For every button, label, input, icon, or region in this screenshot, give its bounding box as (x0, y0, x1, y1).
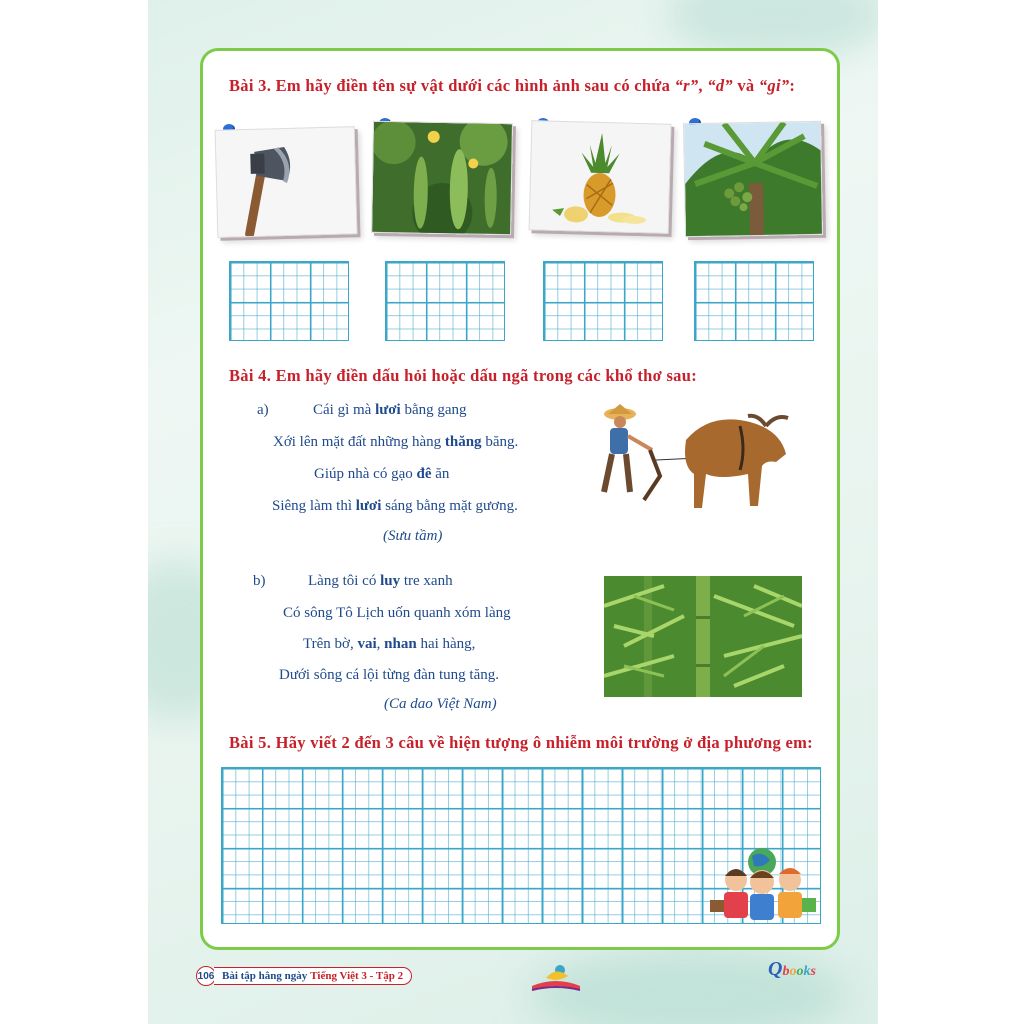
pineapple-image (529, 120, 672, 234)
bai3-text: Em hãy điền tên sự vật dưới các hình ảnh sau có chứa (271, 76, 675, 95)
poem-a-line-2: Xới lên mặt đất những hàng thăng băng. (273, 434, 519, 450)
luffa-image (371, 121, 513, 235)
poem-b-line-1: Làng tôi có luy tre xanh (308, 573, 453, 589)
farmer-buffalo-illustration (590, 400, 800, 518)
fill-word[interactable]: lươi (355, 498, 382, 514)
coconut-tree-image (683, 121, 823, 237)
book-title: Bài tập hằng ngày Tiếng Việt 3 - Tập 2 (214, 967, 412, 985)
poem-b-line-2: Có sông Tô Lịch uốn quanh xóm làng (283, 605, 511, 621)
poem-a-source: (Sưu tầm) (383, 528, 443, 544)
poem-a-line-1: Cái gì mà lươi bằng gang (313, 402, 467, 418)
answer-grid-3[interactable] (543, 261, 663, 341)
bai3-heading: Bài 3. Em hãy điền tên sự vật dưới các hình ảnh sau có chứa “r”, “d” và “gi”: (229, 76, 796, 95)
answer-grid-4[interactable] (694, 261, 814, 341)
bai4-heading: Bài 4. Em hãy điền dấu hỏi hoặc dấu ngã trong các khổ thơ sau: (229, 366, 697, 385)
poem-b-source: (Ca dao Việt Nam) (384, 696, 497, 712)
fill-word[interactable]: đê (416, 466, 432, 482)
poem-b-label: b) (253, 573, 266, 589)
bai5-heading: Bài 5. Hãy viết 2 đến 3 câu về hiện tượng ô nhiễm môi trường ở địa phương em: (229, 733, 813, 752)
letter-gi: “gi” (758, 76, 790, 95)
letter-r: “r” (674, 76, 699, 95)
kids-globe-illustration (706, 846, 818, 920)
fill-word[interactable]: vai (357, 636, 377, 652)
bai3-label: Bài 3. (229, 76, 272, 95)
page-number: 106 (196, 966, 216, 986)
poem-a-label: a) (257, 402, 269, 418)
answer-grid-1[interactable] (229, 261, 349, 341)
poem-a-line-3: Giúp nhà có gạo đê ăn (314, 466, 450, 482)
answer-grid-2[interactable] (385, 261, 505, 341)
fill-word[interactable]: lươi (375, 402, 401, 418)
letter-d: “d” (707, 76, 733, 95)
bamboo-image (604, 576, 802, 697)
qbooks-logo: Qbooks (768, 958, 816, 980)
axe-image (215, 126, 358, 238)
fill-word[interactable]: thăng (444, 434, 482, 450)
poem-b-line-3: Trên bờ, vai, nhan hai hàng, (303, 636, 476, 652)
book-logo-icon (526, 962, 586, 994)
poem-b-line-4: Dưới sông cá lội từng đàn tung tăng. (279, 667, 499, 683)
fill-word[interactable]: luy (380, 573, 401, 589)
poem-a-line-4: Siêng làm thì lươi sáng bằng mặt gương. (272, 498, 518, 514)
fill-word[interactable]: nhan (384, 636, 417, 652)
